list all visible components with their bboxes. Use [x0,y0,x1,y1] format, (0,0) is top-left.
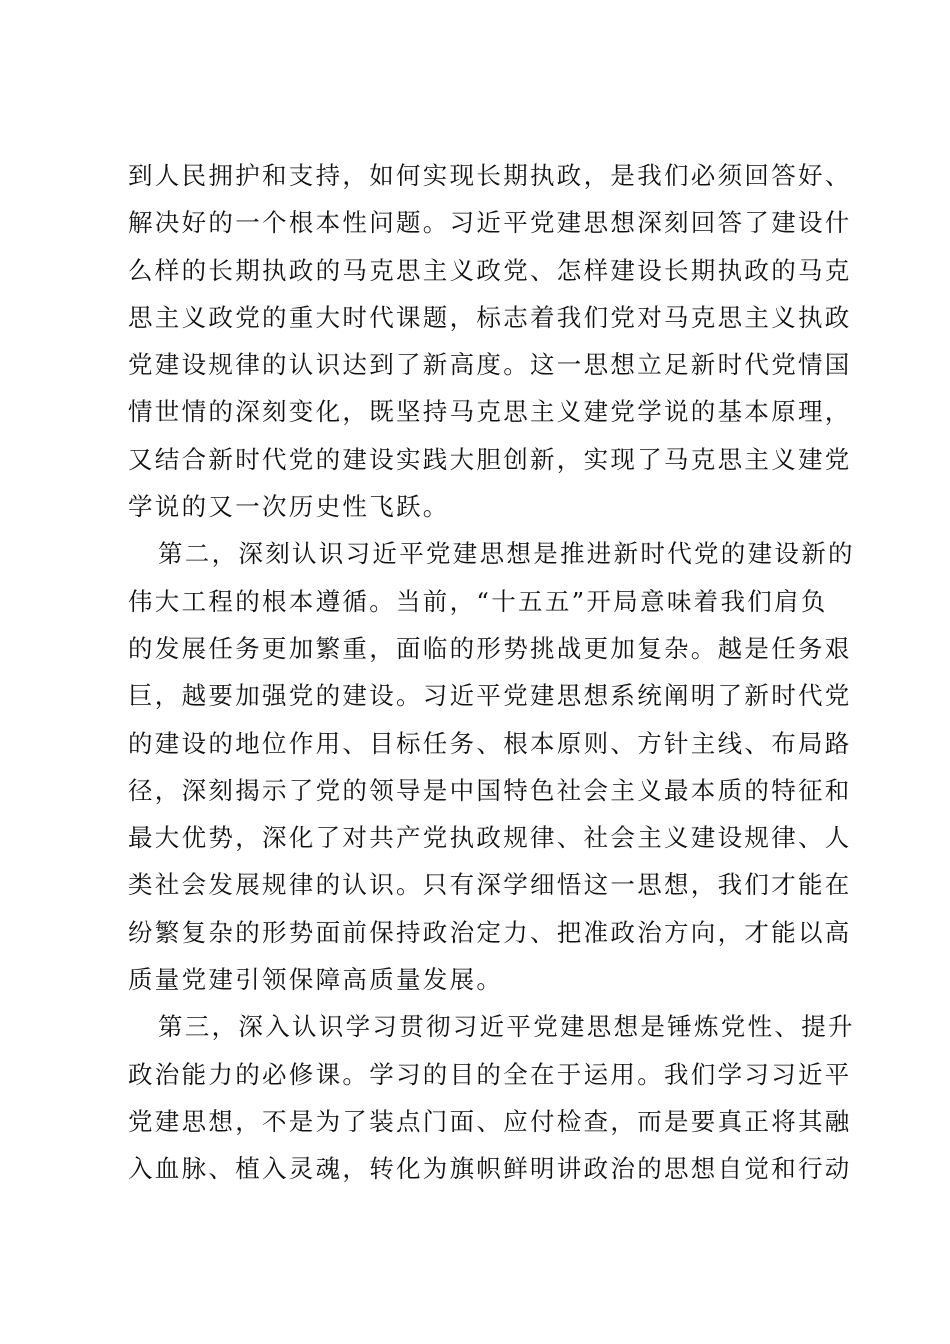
paragraph-2 [128,530,855,1003]
text-line: 最大优势，深化了对共产党执政规律、社会主义建设规律、人 [128,823,852,853]
text-line: 的发展任务更加繁重，面临的形势挑战更加复杂。越是任务艰 [128,633,852,663]
text-line: 解决好的一个根本性问题。习近平党建思想深刻回答了建设什 [128,208,852,238]
text-line: 党建设规律的认识达到了新高度。这一思想立足新时代党情国 [128,350,852,380]
text-line: 思主义政党的重大时代课题，标志着我们党对马克思主义执政 [128,302,852,332]
text-line: 情世情的深刻变化，既坚持马克思主义建党学说的基本原理， [128,397,852,427]
text-line: 的建设的地位作用、目标任务、根本原则、方针主线、布局路 [128,728,852,758]
text-line: 么样的长期执政的马克思主义政党、怎样建设长期执政的马克 [128,255,852,285]
body-text [128,152,855,1193]
text-line: 类社会发展规律的认识。只有深学细悟这一思想，我们才能在 [128,870,852,900]
text-line: 党建思想，不是为了装点门面、应付检查，而是要真正将其融 [128,1106,852,1136]
text-line: 政治能力的必修课。学习的目的全在于运用。我们学习习近平 [128,1059,852,1089]
text-line: 入血脉、植入灵魂，转化为旗帜鲜明讲政治的思想自觉和行动 [128,1154,852,1184]
text-line: 第三，深入认识学习贯彻习近平党建思想是锤炼党性、提升 [158,1012,855,1042]
text-line: 巨，越要加强党的建设。习近平党建思想系统阐明了新时代党 [128,681,852,711]
text-line: 径，深刻揭示了党的领导是中国特色社会主义最本质的特征和 [128,775,852,805]
paragraph-1 [128,152,852,530]
paragraph-3 [128,1003,855,1192]
text-line: 质量党建引领保障高质量发展。 [128,965,504,995]
text-line: 第二，深刻认识习近平党建思想是推进新时代党的建设新的 [158,539,855,569]
text-line: 到人民拥护和支持，如何实现长期执政，是我们必须回答好、 [128,161,852,190]
text-line: 伟大工程的根本遵循。当前，“十五五”开局意味着我们肩负 [128,586,828,616]
text-line: 学说的又一次历史性飞跃。 [128,492,450,522]
text-line: 纷繁复杂的形势面前保持政治定力、把准政治方向，才能以高 [128,917,852,947]
text-line: 又结合新时代党的建设实践大胆创新，实现了马克思主义建党 [128,444,852,474]
